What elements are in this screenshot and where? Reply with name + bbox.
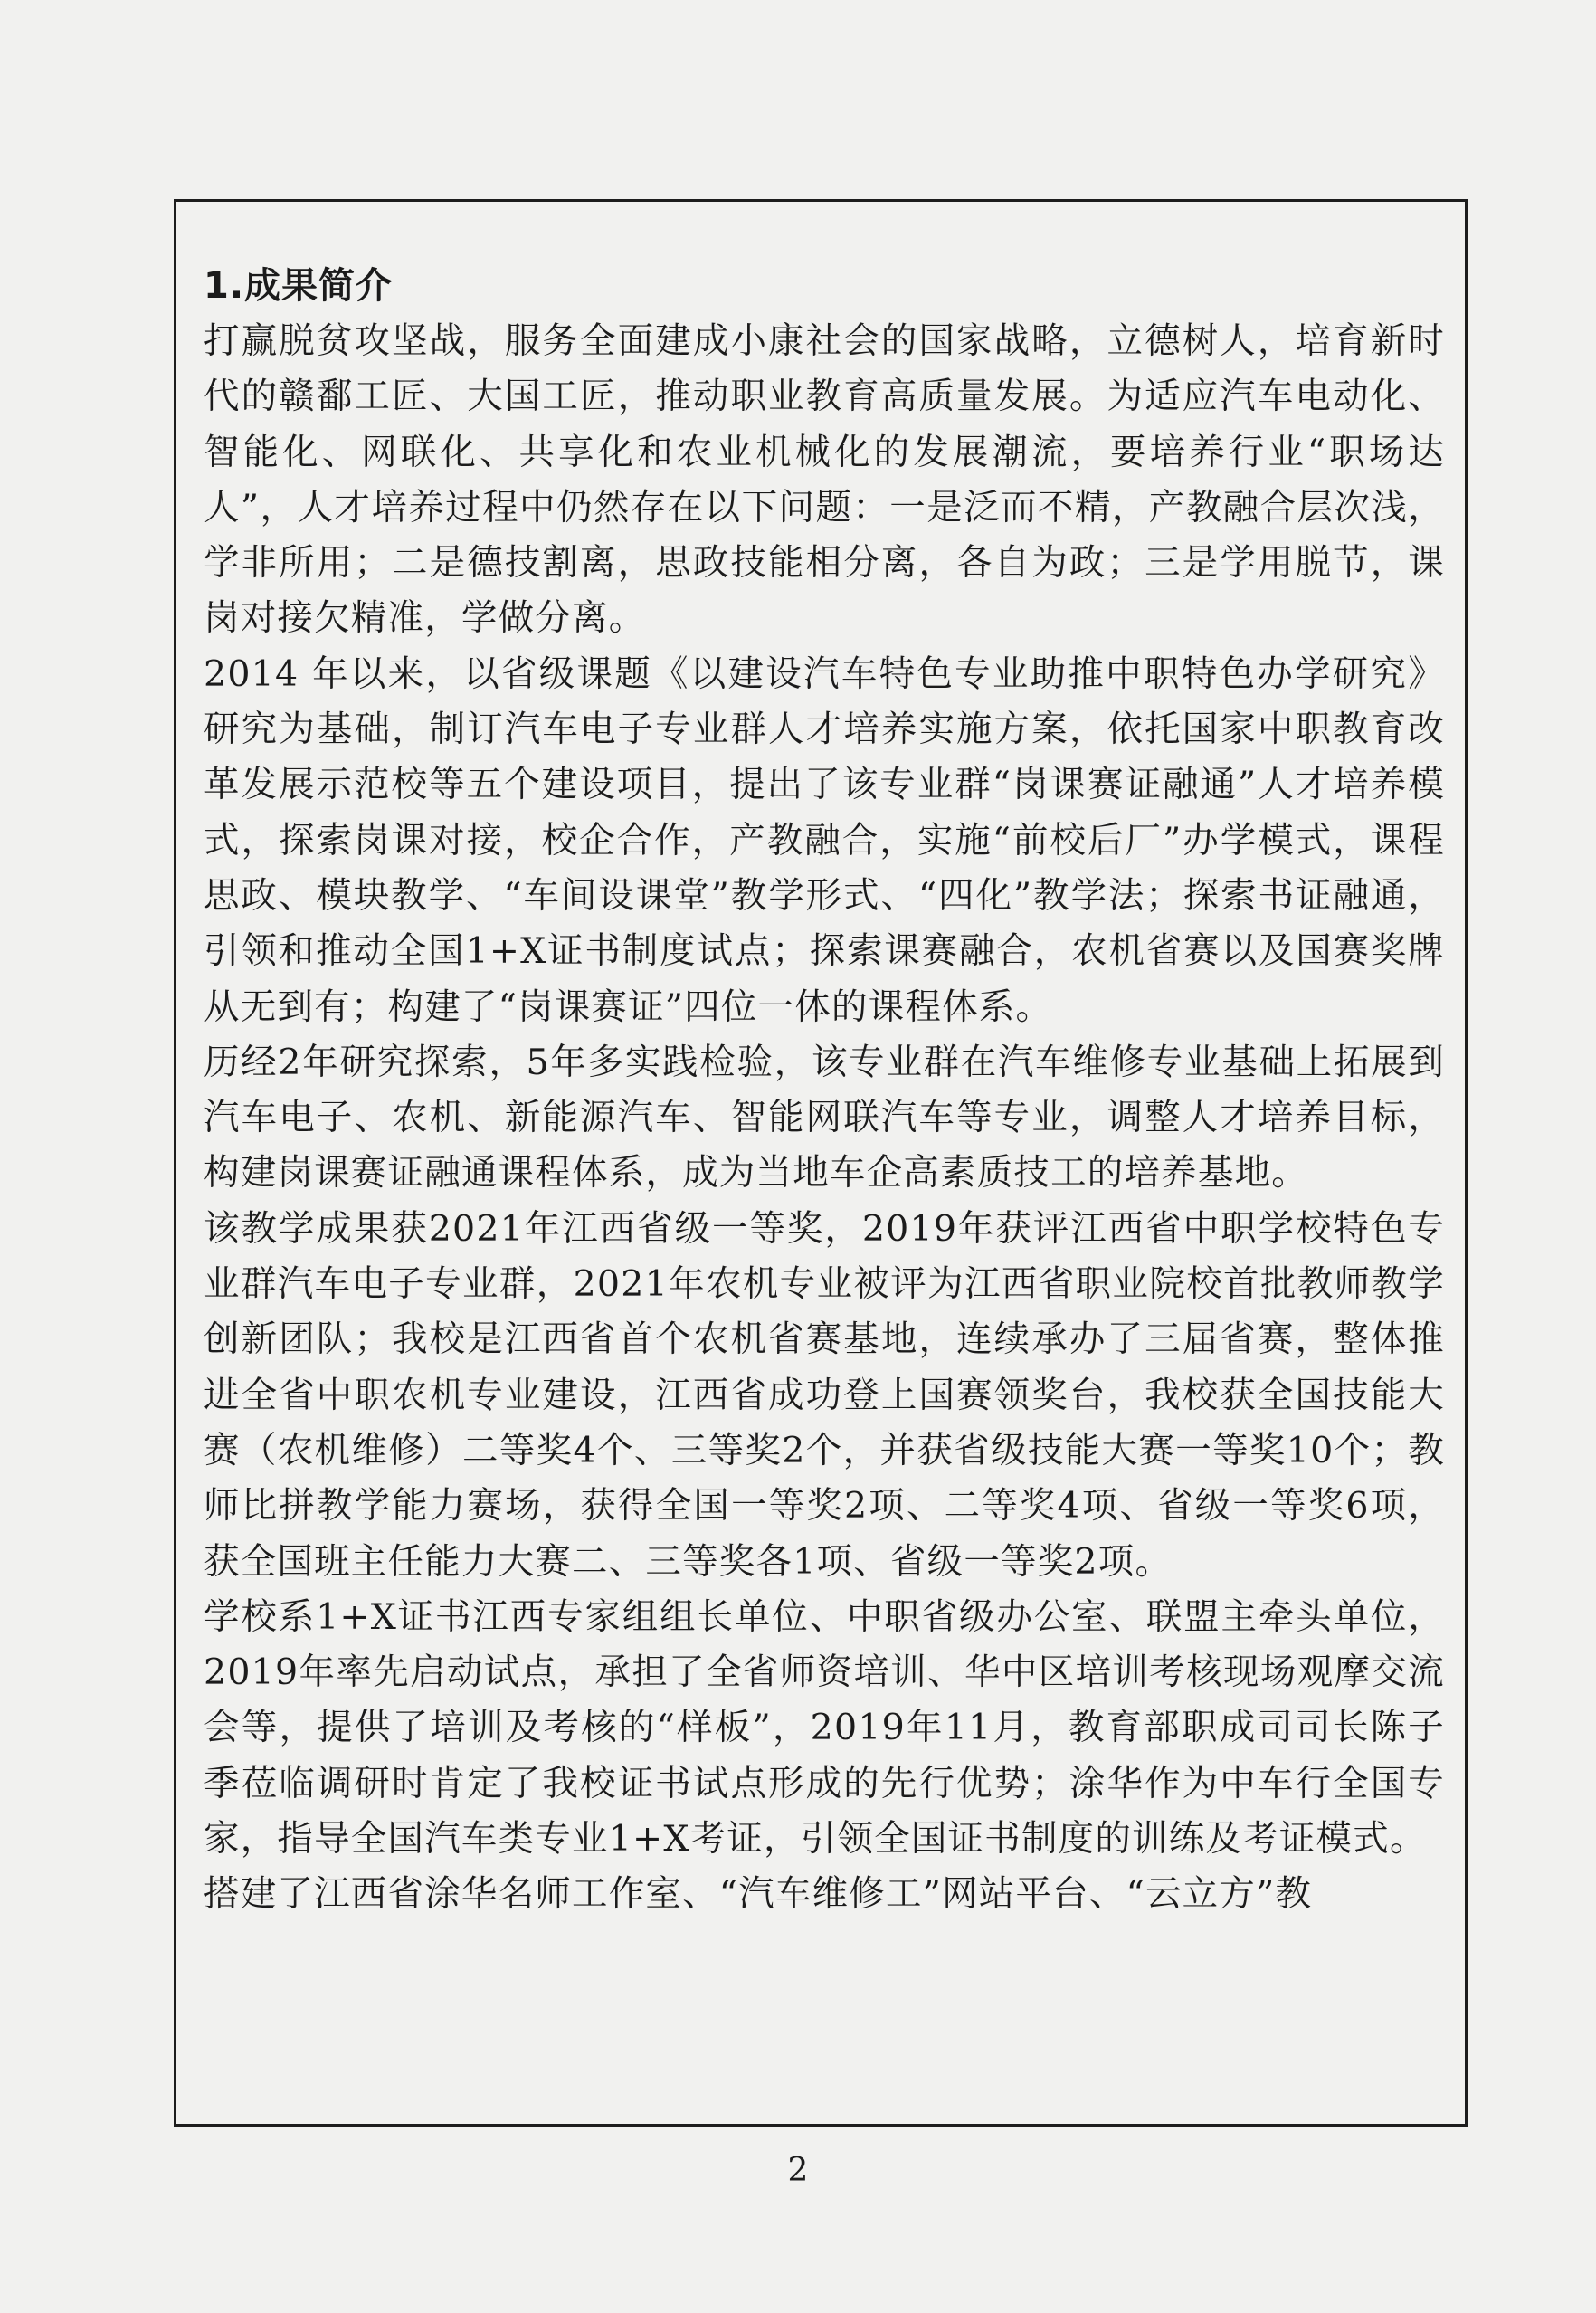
- content-frame: [174, 199, 1468, 2127]
- section-title: 1.成果简介: [204, 265, 394, 307]
- page-number: 2: [787, 2152, 809, 2189]
- paragraph-awards: 该教学成果获2021年江西省级一等奖，2019年获评江西省中职学校特色专业群汽车电子专业群，2021年农机专业被评为江西省职业院校首批教师教学创新团队；我校是江西省首个农机省赛基地，连续承办了三届省赛，整体推进全省中职农机专业建设，江西省成功登上国赛领奖台，我校获全国技能大赛（农机维修）二等奖4个、三等奖2个，并获省级技能大赛一等奖10个；教师比拼教学能力赛场，获得全国一等奖2项、二等奖4项、省级一等奖6项，获全国班主任能力大赛二、三等奖各1项、省级一等奖2项。: [204, 1207, 1445, 1583]
- paragraph-background: 打赢脱贫攻坚战，服务全面建成小康社会的国家战略，立德树人，培育新时代的赣鄱工匠、大国工匠，推动职业教育高质量发展。为适应汽车电动化、智能化、网联化、共享化和农业机械化的发展潮流，要培养行业“职场达人”，人才培养过程中仍然存在以下问题：一是泛而不精，产教融合层次浅，学非所用；二是德技割离，思政技能相分离，各自为政；三是学用脱节，课岗对接欠精准，学做分离。: [204, 320, 1445, 640]
- paragraph-model: 2014 年以来，以省级课题《以建设汽车特色专业助推中职特色办学研究》研究为基础，制订汽车电子专业群人才培养实施方案，依托国家中职教育改革发展示范校等五个建设项目，提出了该专业群“岗课赛证融通”人才培养模式，探索岗课对接，校企合作，产教融合，实施“前校后厂”办学模式，课程思政、模块教学、“车间设课堂”教学形式、“四化”教学法；探索书证融通，引领和推动全国1+X证书制度试点；探索课赛融合，农机省赛以及国赛奖牌从无到有；构建了“岗课赛证”四位一体的课程体系。: [204, 652, 1445, 1028]
- paragraph-practice: 历经2年研究探索，5年多实践检验，该专业群在汽车维修专业基础上拓展到汽车电子、农机、新能源汽车、智能网联汽车等专业，调整人才培养目标，构建岗课赛证融通课程体系，成为当地车企高素质技工的培养基地。: [204, 1041, 1445, 1195]
- document-body: [204, 258, 1445, 1923]
- paragraph-platform: 搭建了江西省涂华名师工作室、“汽车维修工”网站平台、“云立方”教: [204, 1873, 1313, 1916]
- paragraph-certificate-pilot: 学校系1+X证书江西专家组组长单位、中职省级办公室、联盟主牵头单位，2019年率先启动试点，承担了全省师资培训、华中区培训考核现场观摩交流会等，提供了培训及考核的“样板”，2019年11月，教育部职成司司长陈子季莅临调研时肯定了我校证书试点形成的先行优势；涂华作为中车行全国专家，指导全国汽车类专业1+X考证，引领全国证书制度的训练及考证模式。: [204, 1595, 1445, 1861]
